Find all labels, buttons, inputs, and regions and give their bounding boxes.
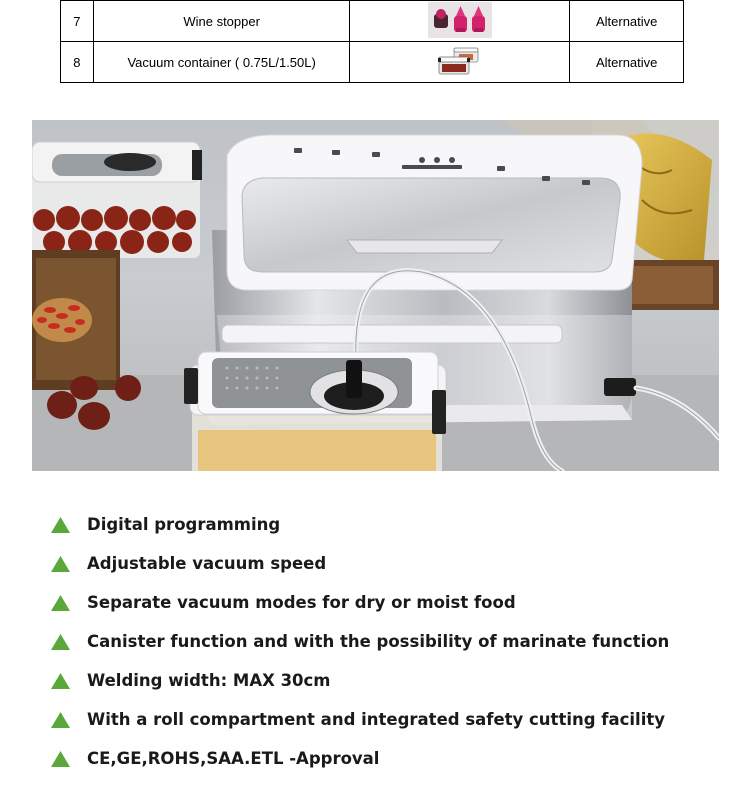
triangle-bullet-icon <box>50 555 71 573</box>
triangle-bullet-icon <box>50 594 71 612</box>
container-front <box>438 57 470 74</box>
accessories-table <box>60 0 684 83</box>
feature-text: Adjustable vacuum speed <box>87 554 327 573</box>
feature-text: CE,GE,ROHS,SAA.ETL -Approval <box>87 749 380 768</box>
feature-text: Welding width: MAX 30cm <box>87 671 331 690</box>
list-item <box>50 661 730 700</box>
list-item <box>50 700 730 739</box>
wooden-tray <box>32 250 120 390</box>
item-type: Alternative <box>570 1 684 42</box>
list-item <box>50 739 730 778</box>
item-name: Vacuum container ( 0.75L/1.50L) <box>93 42 350 83</box>
list-item <box>50 583 730 622</box>
item-name: Wine stopper <box>93 1 350 42</box>
item-number: 8 <box>61 42 94 83</box>
item-picture <box>350 1 570 42</box>
table-row <box>61 42 684 83</box>
item-picture <box>350 42 570 83</box>
triangle-bullet-icon <box>50 711 71 729</box>
item-number: 7 <box>61 1 94 42</box>
list-item <box>50 544 730 583</box>
triangle-bullet-icon <box>50 750 71 768</box>
back-canister <box>32 142 202 258</box>
wine-stopper-image <box>428 2 492 38</box>
product-photo <box>32 120 719 471</box>
triangle-bullet-icon <box>50 672 71 690</box>
vacuum-sealer-illustration <box>32 120 719 471</box>
feature-list <box>50 505 730 778</box>
feature-text: Separate vacuum modes for dry or moist food <box>87 593 516 612</box>
list-item <box>50 505 730 544</box>
triangle-bullet-icon <box>50 516 71 534</box>
front-canister <box>184 352 446 471</box>
list-item <box>50 622 730 661</box>
feature-text: With a roll compartment and integrated safety cutting facility <box>87 710 665 729</box>
triangle-bullet-icon <box>50 633 71 651</box>
feature-text: Digital programming <box>87 515 281 534</box>
feature-text: Canister function and with the possibility of marinate function <box>87 632 670 651</box>
table-row <box>61 1 684 42</box>
vacuum-container-image <box>437 44 483 78</box>
item-type: Alternative <box>570 42 684 83</box>
